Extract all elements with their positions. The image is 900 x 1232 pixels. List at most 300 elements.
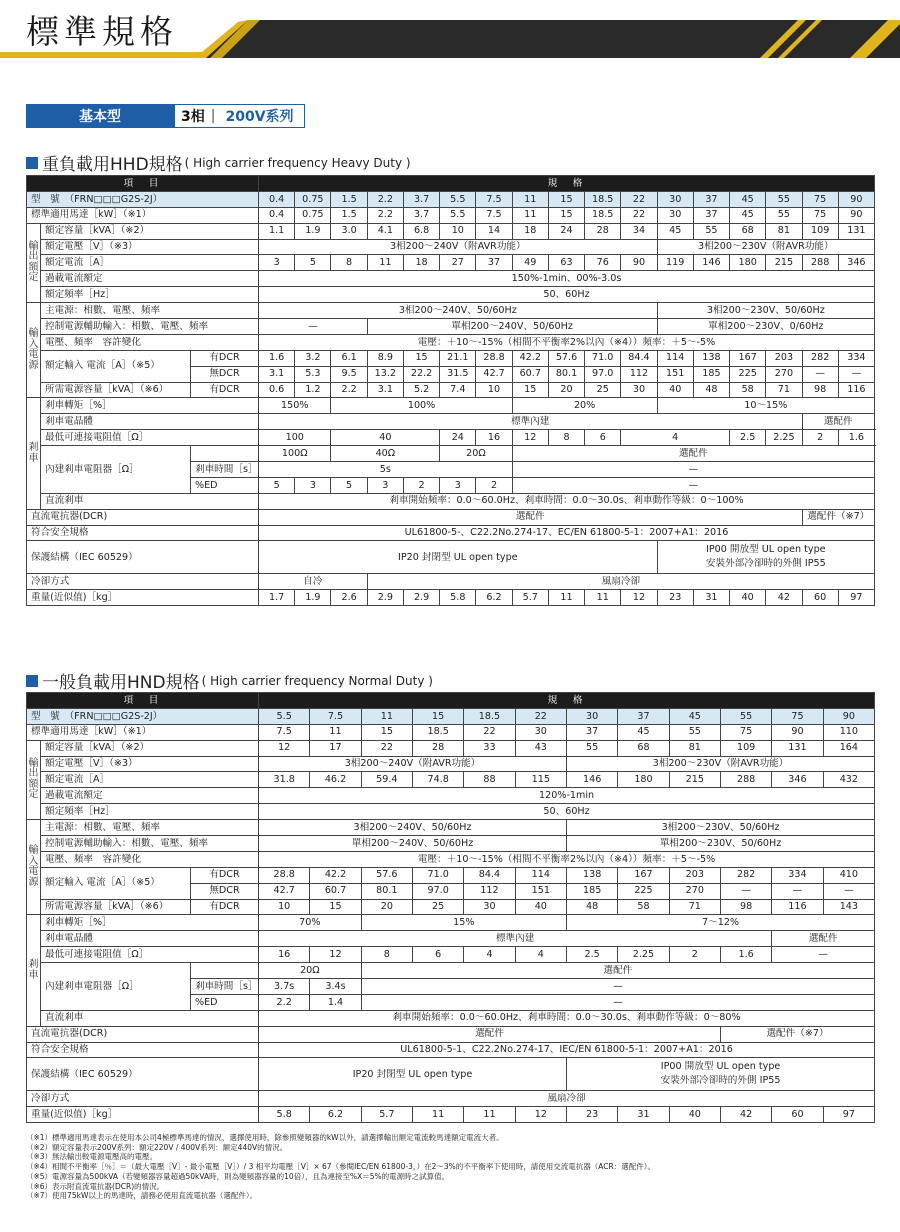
hnd-freq-row	[27, 804, 875, 820]
cell: 選配件	[802, 414, 874, 430]
row-label: 所需電源容量［kVA］（※6）	[41, 899, 191, 915]
row-label: 剎車電晶體	[41, 931, 259, 947]
hnd-wt-row	[27, 1107, 875, 1123]
cell: 2.2	[367, 191, 403, 207]
cell: 70%	[259, 915, 362, 931]
row-label: 直流剎車	[41, 493, 259, 509]
cell: 282	[720, 867, 771, 883]
cell: 432	[823, 772, 874, 788]
cell: 12	[259, 740, 310, 756]
cell: —	[361, 979, 874, 995]
footnote: （※6）表示附直流電抗器(DCR)的情況。	[26, 1181, 165, 1191]
cell: 116	[772, 899, 823, 915]
cell: 4.1	[367, 223, 403, 239]
row-label: 型 號 （FRN□□□G2S-2J）	[27, 708, 259, 724]
cell: 21.1	[440, 350, 476, 366]
cell: 10～15%	[657, 398, 874, 414]
cell: 40	[657, 382, 693, 398]
cell: 7.5	[476, 191, 512, 207]
cell: 0.75	[295, 191, 331, 207]
cell: 5.2	[403, 382, 439, 398]
cell: 215	[669, 772, 720, 788]
cell: 410	[823, 867, 874, 883]
cell: 97	[823, 1107, 874, 1123]
row-label: 直流剎車	[41, 1010, 259, 1026]
footnote: （※2）額定容量表示200V系列：額定220V / 400V系列：額定440V的情況。	[26, 1142, 288, 1152]
cell: 20Ω	[440, 446, 512, 462]
series-volt: 200V系列	[225, 109, 294, 125]
cell: 18	[512, 223, 548, 239]
row-label: 冷卻方式	[27, 1091, 259, 1107]
cell: —	[720, 883, 771, 899]
cell: —	[772, 947, 875, 963]
hhd-head-row	[27, 176, 875, 192]
cell: 自冷	[259, 574, 368, 590]
cell: 90	[838, 207, 874, 223]
cell: 3.2	[295, 350, 331, 366]
cell: 164	[823, 740, 874, 756]
group-input: 輸入電源	[27, 820, 41, 915]
group-brake: 剎車	[27, 915, 41, 1026]
hhd-wt-row	[27, 590, 875, 606]
cell: 60	[802, 590, 838, 606]
row-label: 剎車轉矩［%］	[41, 398, 259, 414]
row-label: 最低可連接電阻值［Ω］	[41, 947, 259, 963]
cell: 選配件	[259, 509, 803, 525]
cell: 17	[310, 740, 361, 756]
footnotes	[26, 1133, 655, 1201]
cell: 5	[259, 477, 295, 493]
head-item: 項 目	[27, 176, 259, 192]
footnote: （※7）使用75kW以上的馬達時，請務必使用直流電抗器（選配件）。	[26, 1191, 258, 1201]
cell: 3	[295, 477, 331, 493]
cell: 1.6	[838, 430, 874, 446]
cell: 5	[331, 477, 367, 493]
cell: 22	[621, 191, 657, 207]
row-label: 剎車時間［s］	[191, 462, 259, 478]
series-phase: 3相	[181, 109, 205, 125]
cell: 40	[515, 899, 566, 915]
cell: 8	[331, 255, 367, 271]
cell: 1.1	[259, 223, 295, 239]
group-brake: 剎車	[27, 398, 41, 509]
cell: 15	[403, 350, 439, 366]
hnd-prot-row	[27, 1058, 875, 1091]
hnd-dcr-row	[27, 1026, 875, 1042]
cell: —	[361, 994, 874, 1010]
hhd-cool-row	[27, 574, 875, 590]
cell: 33	[464, 740, 515, 756]
dcr-label: 有DCR	[191, 899, 259, 915]
cell: 2.25	[766, 430, 802, 446]
cell: 31.5	[440, 366, 476, 382]
cell: 75	[772, 708, 823, 724]
cell: 203	[669, 867, 720, 883]
cell: 346	[838, 255, 874, 271]
cell: 115	[515, 772, 566, 788]
cell: 110	[823, 724, 874, 740]
cell: 18.5	[585, 191, 621, 207]
cell	[191, 963, 259, 979]
cell: 76	[585, 255, 621, 271]
cell: 11	[512, 191, 548, 207]
cell: 5.5	[259, 708, 310, 724]
cell: 6	[585, 430, 621, 446]
row-label: 額定電流［A］	[41, 255, 259, 271]
cell: 58	[618, 899, 669, 915]
cell: 28.8	[259, 867, 310, 883]
row-label: 控制電源輔助輸入：相數、電壓、頻率	[41, 836, 259, 852]
cell: 45	[618, 724, 669, 740]
cell: 22	[361, 740, 412, 756]
cell: 2.5	[566, 947, 617, 963]
cell: 12	[621, 590, 657, 606]
cell: 剎車開始頻率：0.0～60.0Hz、剎車時間：0.0～30.0s、剎車動作等級：0～100%	[259, 493, 875, 509]
cell: 112	[464, 883, 515, 899]
cell: 18	[403, 255, 439, 271]
cell: 2.5	[730, 430, 766, 446]
cell: 60	[772, 1107, 823, 1123]
hhd-trans-row	[27, 414, 875, 430]
row-label: 剎車轉矩［%］	[41, 915, 259, 931]
cell: 7.5	[476, 207, 512, 223]
row-label: 額定電壓［V］（※3）	[41, 756, 259, 772]
cell: 2.2	[367, 207, 403, 223]
cell: 55	[693, 223, 729, 239]
cell: 3相200～240V、50/60Hz	[259, 820, 567, 836]
cell: 23	[566, 1107, 617, 1123]
hnd-ovl-row	[27, 788, 875, 804]
hnd-cool-row	[27, 1091, 875, 1107]
cell: 45	[669, 708, 720, 724]
hhd-freq-row	[27, 287, 875, 303]
hnd-aux-row	[27, 836, 875, 852]
series-type: 基本型	[26, 104, 174, 128]
cell: 40	[730, 590, 766, 606]
hnd-title: 一般負載用HND規格	[42, 673, 200, 693]
cell: 71	[766, 382, 802, 398]
cell: 55	[766, 191, 802, 207]
cell: 90	[621, 255, 657, 271]
group-input: 輸入電源	[27, 303, 41, 398]
cell: 12	[512, 430, 548, 446]
cell: 3	[367, 477, 403, 493]
cell: 80.1	[548, 366, 584, 382]
cell: 31	[618, 1107, 669, 1123]
cell: 1.7	[259, 590, 295, 606]
cell: —	[259, 319, 368, 335]
cell: 68	[730, 223, 766, 239]
row-label: 主電源：相數、電壓、頻率	[41, 820, 259, 836]
cell: 5.8	[440, 590, 476, 606]
dcr-label: 有DCR	[191, 350, 259, 366]
cell: 選配件	[361, 963, 874, 979]
hhd-torque-row	[27, 398, 875, 414]
row-label: 重量(近似值)［kg］	[27, 1107, 259, 1123]
cell: 24	[548, 223, 584, 239]
hnd-head-row	[27, 693, 875, 709]
cell: 74.8	[413, 772, 464, 788]
cell: 1.5	[331, 207, 367, 223]
group-output: 輸出額定	[27, 223, 41, 302]
cell: 30	[657, 191, 693, 207]
row-label: 符合安全規格	[27, 525, 259, 541]
cell: 11	[464, 1107, 515, 1123]
hnd-volt-row	[27, 756, 875, 772]
cell: 3.1	[367, 382, 403, 398]
row-label: 額定容量［kVA］（※2）	[41, 740, 259, 756]
hhd-volt-row	[27, 239, 875, 255]
hhd-motor-row	[27, 207, 875, 223]
cell: 8	[548, 430, 584, 446]
hnd-rin1-row	[27, 867, 875, 883]
cell: 288	[802, 255, 838, 271]
cell: 225	[730, 366, 766, 382]
cell: 4	[515, 947, 566, 963]
cell: 167	[730, 350, 766, 366]
cell: 2.2	[259, 994, 310, 1010]
cell: 180	[730, 255, 766, 271]
cell: 270	[766, 366, 802, 382]
row-label: 過載電流額定	[41, 788, 259, 804]
cell: 282	[802, 350, 838, 366]
cell: 1.4	[310, 994, 361, 1010]
cell: 75	[802, 207, 838, 223]
cell: 71.0	[413, 867, 464, 883]
cell: 選配件（※7）	[802, 509, 874, 525]
cell: 334	[838, 350, 874, 366]
cell: UL61800-5-1、C22.2No.274-17、IEC/EN 61800-5-1：2007+A1：2016	[259, 1042, 875, 1058]
cell: 5.7	[361, 1107, 412, 1123]
hnd-main-row	[27, 820, 875, 836]
cell: 3.7	[403, 207, 439, 223]
row-label: 電壓、頻率 容許變化	[41, 851, 259, 867]
cell: 57.6	[361, 867, 412, 883]
cell: 3相200～230V（附AVR功能）	[566, 756, 874, 772]
cell: 3相200～240V（附AVR功能）	[259, 239, 658, 255]
cell: 28.8	[476, 350, 512, 366]
cell: 55	[669, 724, 720, 740]
cell: 59.4	[361, 772, 412, 788]
row-label: 直流電抗器(DCR)	[27, 509, 259, 525]
cell: 15	[413, 708, 464, 724]
row-label: 主電源：相數、電壓、頻率	[41, 303, 259, 319]
cell: —	[838, 366, 874, 382]
cell: 20	[361, 899, 412, 915]
cell: 3	[440, 477, 476, 493]
cell: 3	[259, 255, 295, 271]
cell: 30	[657, 207, 693, 223]
hhd-minr-row	[27, 430, 875, 446]
hhd-section-title	[26, 150, 411, 175]
cell: 37	[693, 191, 729, 207]
cell: 18.5	[585, 207, 621, 223]
cell: 27	[440, 255, 476, 271]
prot-b1: IP00 開放型 UL open type	[660, 1061, 781, 1073]
cell: 68	[618, 740, 669, 756]
cell: 5.8	[259, 1107, 310, 1123]
cell: 15	[310, 899, 361, 915]
cell: 選配件	[772, 931, 875, 947]
cell: 288	[720, 772, 771, 788]
cell: 標準內建	[259, 931, 772, 947]
hhd-model-row	[27, 191, 875, 207]
cell: 81	[669, 740, 720, 756]
cell: 6.1	[331, 350, 367, 366]
hhd-intr-row	[27, 446, 875, 462]
cell: 11	[413, 1107, 464, 1123]
cell: 3相200～240V、50/60Hz	[259, 303, 658, 319]
cell: 114	[515, 867, 566, 883]
cell: 143	[823, 899, 874, 915]
cell: 7.4	[440, 382, 476, 398]
prot-b2: 安裝外部冷卻時的外側 IP55	[660, 1075, 781, 1087]
cell: 2	[669, 947, 720, 963]
cell: 37	[693, 207, 729, 223]
cell: 15	[361, 724, 412, 740]
cell: 100%	[331, 398, 512, 414]
hnd-minr-row	[27, 947, 875, 963]
row-label: 標準適用馬達［kW］（※1）	[27, 207, 259, 223]
cell: 203	[766, 350, 802, 366]
cell: 單相200～240V、50/60Hz	[259, 836, 567, 852]
cell: 334	[772, 867, 823, 883]
cell: 112	[621, 366, 657, 382]
cell: 18.5	[413, 724, 464, 740]
cell: 3相200～230V（附AVR功能）	[657, 239, 874, 255]
cell: 37	[476, 255, 512, 271]
hnd-pcap-row	[27, 899, 875, 915]
cell: 131	[838, 223, 874, 239]
cell: 1.6	[720, 947, 771, 963]
cell: 6.2	[310, 1107, 361, 1123]
prot-b2: 安裝外部冷卻時的外側 IP55	[705, 558, 826, 570]
cell: 單相200～240V、50/60Hz	[367, 319, 657, 335]
section-square-icon	[26, 157, 38, 169]
cell: 11	[512, 207, 548, 223]
cell: 25	[585, 382, 621, 398]
cell: IP20 封閉型 UL open type	[259, 1058, 567, 1091]
cell: 46.2	[310, 772, 361, 788]
cell: 116	[838, 382, 874, 398]
cell: 5	[295, 255, 331, 271]
cell: 4	[621, 430, 730, 446]
cell: 71	[669, 899, 720, 915]
cell: 90	[823, 708, 874, 724]
head-spec: 規 格	[259, 176, 875, 192]
cell: 選配件	[512, 446, 874, 462]
head-item: 項 目	[27, 693, 259, 709]
page-header	[0, 0, 900, 60]
hnd-subtitle: ( High carrier frequency Normal Duty )	[201, 673, 433, 688]
cell: 138	[566, 867, 617, 883]
cell: 109	[720, 740, 771, 756]
hnd-spec-table	[26, 692, 875, 1123]
cell: 180	[618, 772, 669, 788]
cell: 185	[693, 366, 729, 382]
cell: 31	[693, 590, 729, 606]
cell: 22	[515, 708, 566, 724]
cell: 24	[440, 430, 476, 446]
hnd-section-title	[26, 668, 433, 693]
cell: 225	[618, 883, 669, 899]
cell: 28	[413, 740, 464, 756]
cell: 10	[259, 899, 310, 915]
cell: 3相200～240V（附AVR功能）	[259, 756, 567, 772]
cell: 30	[464, 899, 515, 915]
cell: 151	[515, 883, 566, 899]
footnote: （※4）相間不平衡率［％］＝（最大電壓［V］- 最小電壓［V］）/ 3 相平均電壓［V］× 67（參閱IEC/EN 61800-3，）在2～3%的不平衡率下使用時，請使用交流電抗器（ACR：選配件）。	[26, 1162, 655, 1172]
cell: 選配件（※7）	[720, 1026, 874, 1042]
footnote: （※1）標準適用馬達表示在使用本公司4極標準馬達的情況，選擇使用時，除參照變頻器的kW以外，請選擇輸出額定電流較馬達額定電流大者。	[26, 1133, 504, 1142]
cell: 7.5	[310, 708, 361, 724]
cell: 75	[720, 724, 771, 740]
cell: 37	[618, 708, 669, 724]
hhd-prot-row	[27, 541, 875, 574]
cell: 5.7	[512, 590, 548, 606]
cell: 119	[657, 255, 693, 271]
cell: 單相200～230V、50/60Hz	[566, 836, 874, 852]
cell: 45	[657, 223, 693, 239]
cell: 270	[669, 883, 720, 899]
cell: 90	[838, 191, 874, 207]
cell: 6.2	[476, 590, 512, 606]
row-label: 重量(近似值)［kg］	[27, 590, 259, 606]
cell: 9.5	[331, 366, 367, 382]
row-label: 過載電流額定	[41, 271, 259, 287]
cell: 215	[766, 255, 802, 271]
cell: 84.4	[464, 867, 515, 883]
cell	[191, 446, 259, 462]
row-label: 剎車時間［s］	[191, 979, 259, 995]
cell: 1.9	[295, 223, 331, 239]
hhd-dcr-row	[27, 509, 875, 525]
cell: 11	[548, 590, 584, 606]
cell: 13.2	[367, 366, 403, 382]
cell: 40	[669, 1107, 720, 1123]
cell: 22	[464, 724, 515, 740]
row-label: 額定輸入 電流［A］（※5）	[41, 350, 191, 382]
cell: 58	[730, 382, 766, 398]
cell: 0.4	[259, 207, 295, 223]
row-label: 符合安全規格	[27, 1042, 259, 1058]
hnd-dcb-row	[27, 1010, 875, 1026]
cell: 10	[440, 223, 476, 239]
section-square-icon	[26, 675, 38, 687]
cell: 1.2	[295, 382, 331, 398]
cell: —	[512, 477, 874, 493]
hnd-trans-row	[27, 931, 875, 947]
cell: 20	[548, 382, 584, 398]
cell: 標準內建	[259, 414, 803, 430]
hnd-varia-row	[27, 851, 875, 867]
cell: 185	[566, 883, 617, 899]
prot-b1: IP00 開放型 UL open type	[706, 544, 826, 556]
cell: 75	[802, 191, 838, 207]
cell: 84.4	[621, 350, 657, 366]
cell: 電壓：＋10～-15%（相間不平衡率2%以內（※4））頻率：＋5～-5%	[259, 334, 875, 350]
cell: 2.9	[367, 590, 403, 606]
cell: 34	[621, 223, 657, 239]
footnote: （※5）電源容量為500kVA（若變頻器容量超過50kVA時，則為變頻器容量的10倍），且為連接至%X＝5%的電源時之試算值。	[26, 1171, 450, 1181]
row-label: 額定頻率［Hz］	[41, 287, 259, 303]
cell: 138	[693, 350, 729, 366]
cell	[566, 1058, 874, 1091]
cell: 88	[464, 772, 515, 788]
cell: 7～12%	[566, 915, 874, 931]
hhd-pcap-row	[27, 382, 875, 398]
cell: 5.5	[440, 191, 476, 207]
